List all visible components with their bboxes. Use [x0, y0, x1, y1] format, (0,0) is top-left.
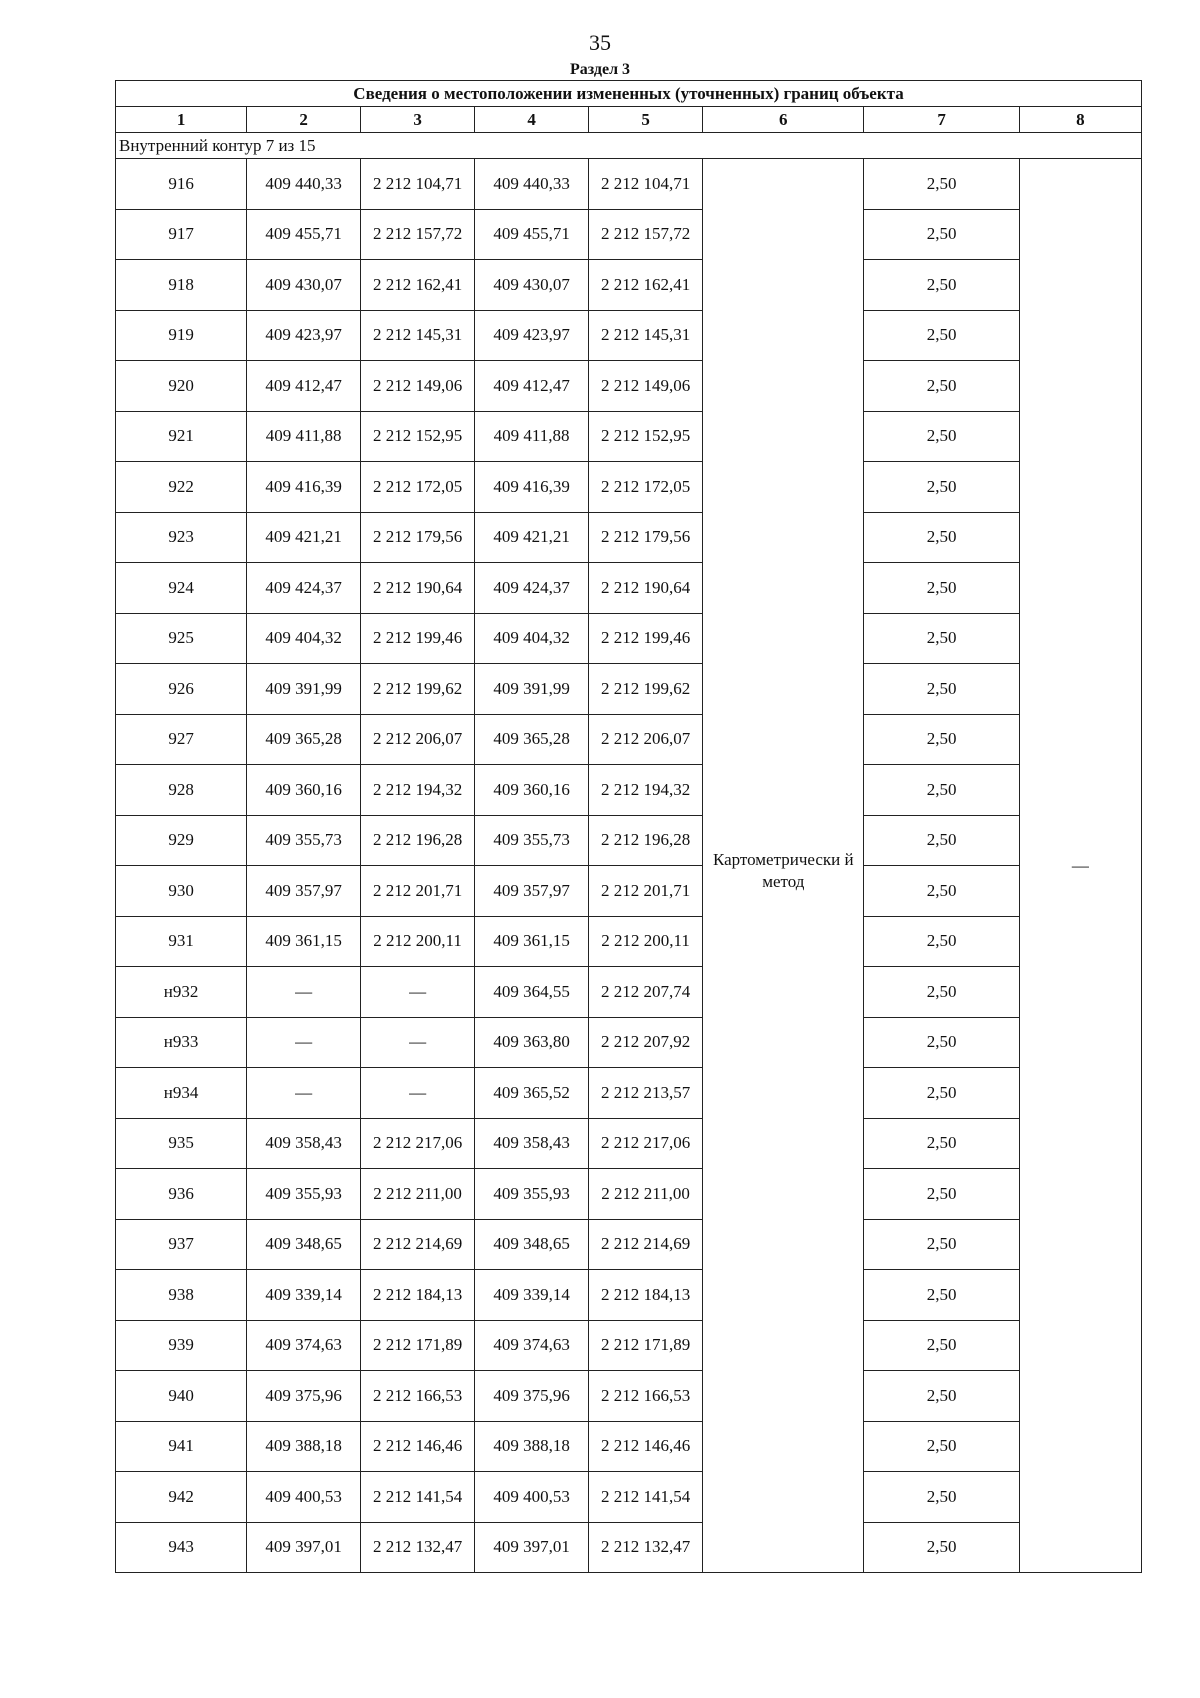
x-existing-cell: 409 391,99 — [247, 664, 361, 715]
point-number-cell: 923 — [116, 512, 247, 563]
y-existing-cell: 2 212 152,95 — [361, 411, 475, 462]
method-cell: Картометрически й метод — [703, 159, 864, 1573]
y-updated-cell: 2 212 194,32 — [589, 765, 703, 816]
column-number-4: 4 — [475, 107, 589, 133]
point-number-cell: 942 — [116, 1472, 247, 1523]
x-existing-cell: 409 361,15 — [247, 916, 361, 967]
point-number-cell: н934 — [116, 1068, 247, 1119]
x-updated-cell: 409 363,80 — [475, 1017, 589, 1068]
y-existing-cell: 2 212 157,72 — [361, 209, 475, 260]
x-updated-cell: 409 358,43 — [475, 1118, 589, 1169]
y-existing-cell: 2 212 149,06 — [361, 361, 475, 412]
y-updated-cell: 2 212 162,41 — [589, 260, 703, 311]
y-existing-cell: 2 212 199,62 — [361, 664, 475, 715]
y-updated-cell: 2 212 152,95 — [589, 411, 703, 462]
y-existing-cell: — — [361, 1017, 475, 1068]
y-existing-cell: 2 212 196,28 — [361, 815, 475, 866]
x-updated-cell: 409 397,01 — [475, 1522, 589, 1573]
x-updated-cell: 409 375,96 — [475, 1371, 589, 1422]
x-existing-cell: 409 397,01 — [247, 1522, 361, 1573]
x-updated-cell: 409 412,47 — [475, 361, 589, 412]
point-number-cell: 943 — [116, 1522, 247, 1573]
x-updated-cell: 409 440,33 — [475, 159, 589, 210]
x-existing-cell: 409 430,07 — [247, 260, 361, 311]
y-existing-cell: 2 212 172,05 — [361, 462, 475, 513]
x-existing-cell: 409 423,97 — [247, 310, 361, 361]
column-number-3: 3 — [361, 107, 475, 133]
y-updated-cell: 2 212 214,69 — [589, 1219, 703, 1270]
table-row — [116, 411, 1142, 462]
x-updated-cell: 409 360,16 — [475, 765, 589, 816]
x-updated-cell: 409 388,18 — [475, 1421, 589, 1472]
table-row — [116, 815, 1142, 866]
y-existing-cell: — — [361, 967, 475, 1018]
table-row — [116, 967, 1142, 1018]
accuracy-cell: 2,50 — [864, 563, 1019, 614]
point-number-cell: 936 — [116, 1169, 247, 1220]
boundary-table — [115, 80, 1142, 1573]
point-number-cell: 931 — [116, 916, 247, 967]
table-row — [116, 462, 1142, 513]
table-row — [116, 1068, 1142, 1119]
x-existing-cell: 409 404,32 — [247, 613, 361, 664]
y-existing-cell: 2 212 214,69 — [361, 1219, 475, 1270]
point-number-cell: 929 — [116, 815, 247, 866]
x-updated-cell: 409 339,14 — [475, 1270, 589, 1321]
accuracy-cell: 2,50 — [864, 1371, 1019, 1422]
x-existing-cell: 409 355,93 — [247, 1169, 361, 1220]
y-existing-cell: 2 212 132,47 — [361, 1522, 475, 1573]
accuracy-cell: 2,50 — [864, 1017, 1019, 1068]
x-existing-cell: 409 375,96 — [247, 1371, 361, 1422]
point-number-cell: 926 — [116, 664, 247, 715]
point-number-cell: 937 — [116, 1219, 247, 1270]
accuracy-cell: 2,50 — [864, 664, 1019, 715]
table-row — [116, 1270, 1142, 1321]
accuracy-cell: 2,50 — [864, 815, 1019, 866]
point-number-cell: 922 — [116, 462, 247, 513]
x-updated-cell: 409 424,37 — [475, 563, 589, 614]
accuracy-cell: 2,50 — [864, 462, 1019, 513]
y-updated-cell: 2 212 104,71 — [589, 159, 703, 210]
accuracy-cell: 2,50 — [864, 765, 1019, 816]
x-updated-cell: 409 365,28 — [475, 714, 589, 765]
point-number-cell: 940 — [116, 1371, 247, 1422]
x-updated-cell: 409 423,97 — [475, 310, 589, 361]
y-existing-cell: 2 212 190,64 — [361, 563, 475, 614]
y-updated-cell: 2 212 199,46 — [589, 613, 703, 664]
y-updated-cell: 2 212 146,46 — [589, 1421, 703, 1472]
accuracy-cell: 2,50 — [864, 1118, 1019, 1169]
point-number-cell: н933 — [116, 1017, 247, 1068]
y-updated-cell: 2 212 217,06 — [589, 1118, 703, 1169]
x-updated-cell: 409 355,93 — [475, 1169, 589, 1220]
x-existing-cell: 409 348,65 — [247, 1219, 361, 1270]
point-number-cell: 928 — [116, 765, 247, 816]
x-updated-cell: 409 421,21 — [475, 512, 589, 563]
section-heading: Раздел 3 — [569, 61, 631, 78]
y-existing-cell: 2 212 141,54 — [361, 1472, 475, 1523]
x-existing-cell: 409 339,14 — [247, 1270, 361, 1321]
accuracy-cell: 2,50 — [864, 1320, 1019, 1371]
table-row — [116, 866, 1142, 917]
table-row — [116, 209, 1142, 260]
y-updated-cell: 2 212 211,00 — [589, 1169, 703, 1220]
accuracy-cell: 2,50 — [864, 209, 1019, 260]
y-existing-cell: 2 212 200,11 — [361, 916, 475, 967]
accuracy-cell: 2,50 — [864, 714, 1019, 765]
y-existing-cell: 2 212 145,31 — [361, 310, 475, 361]
table-row — [116, 1522, 1142, 1573]
table-row — [116, 1472, 1142, 1523]
x-existing-cell: 409 357,97 — [247, 866, 361, 917]
x-updated-cell: 409 361,15 — [475, 916, 589, 967]
accuracy-cell: 2,50 — [864, 1270, 1019, 1321]
x-updated-cell: 409 357,97 — [475, 866, 589, 917]
y-updated-cell: 2 212 166,53 — [589, 1371, 703, 1422]
table-row — [116, 765, 1142, 816]
point-number-cell: 930 — [116, 866, 247, 917]
table-row — [116, 1118, 1142, 1169]
y-existing-cell: 2 212 162,41 — [361, 260, 475, 311]
x-updated-cell: 409 391,99 — [475, 664, 589, 715]
y-existing-cell: 2 212 104,71 — [361, 159, 475, 210]
column-number-6: 6 — [703, 107, 864, 133]
y-existing-cell: — — [361, 1068, 475, 1119]
accuracy-cell: 2,50 — [864, 1522, 1019, 1573]
y-updated-cell: 2 212 207,74 — [589, 967, 703, 1018]
table-row — [116, 563, 1142, 614]
column-number-7: 7 — [864, 107, 1019, 133]
x-updated-cell: 409 400,53 — [475, 1472, 589, 1523]
column-number-5: 5 — [589, 107, 703, 133]
y-updated-cell: 2 212 171,89 — [589, 1320, 703, 1371]
y-existing-cell: 2 212 201,71 — [361, 866, 475, 917]
y-existing-cell: 2 212 146,46 — [361, 1421, 475, 1472]
y-existing-cell: 2 212 217,06 — [361, 1118, 475, 1169]
accuracy-cell: 2,50 — [864, 613, 1019, 664]
accuracy-cell: 2,50 — [864, 159, 1019, 210]
accuracy-cell: 2,50 — [864, 1421, 1019, 1472]
accuracy-cell: 2,50 — [864, 916, 1019, 967]
column8-cell: — — [1019, 159, 1141, 1573]
y-existing-cell: 2 212 166,53 — [361, 1371, 475, 1422]
accuracy-cell: 2,50 — [864, 260, 1019, 311]
x-existing-cell: 409 365,28 — [247, 714, 361, 765]
point-number-cell: 938 — [116, 1270, 247, 1321]
table-row — [116, 361, 1142, 412]
y-existing-cell: 2 212 199,46 — [361, 613, 475, 664]
table-row — [116, 1421, 1142, 1472]
y-existing-cell: 2 212 206,07 — [361, 714, 475, 765]
table-row — [116, 310, 1142, 361]
x-updated-cell: 409 430,07 — [475, 260, 589, 311]
x-updated-cell: 409 411,88 — [475, 411, 589, 462]
table-row — [116, 1219, 1142, 1270]
y-updated-cell: 2 212 157,72 — [589, 209, 703, 260]
table-row — [116, 1017, 1142, 1068]
x-existing-cell: 409 411,88 — [247, 411, 361, 462]
x-updated-cell: 409 374,63 — [475, 1320, 589, 1371]
table-row — [116, 260, 1142, 311]
point-number-cell: 925 — [116, 613, 247, 664]
point-number-cell: 939 — [116, 1320, 247, 1371]
y-updated-cell: 2 212 207,92 — [589, 1017, 703, 1068]
accuracy-cell: 2,50 — [864, 967, 1019, 1018]
x-existing-cell: 409 424,37 — [247, 563, 361, 614]
y-updated-cell: 2 212 201,71 — [589, 866, 703, 917]
x-existing-cell: 409 455,71 — [247, 209, 361, 260]
y-updated-cell: 2 212 196,28 — [589, 815, 703, 866]
point-number-cell: 941 — [116, 1421, 247, 1472]
accuracy-cell: 2,50 — [864, 1472, 1019, 1523]
point-number-cell: 924 — [116, 563, 247, 614]
table-row — [116, 1320, 1142, 1371]
x-existing-cell: 409 388,18 — [247, 1421, 361, 1472]
x-existing-cell: 409 374,63 — [247, 1320, 361, 1371]
point-number-cell: 919 — [116, 310, 247, 361]
x-existing-cell: 409 360,16 — [247, 765, 361, 816]
accuracy-cell: 2,50 — [864, 512, 1019, 563]
y-updated-cell: 2 212 206,07 — [589, 714, 703, 765]
point-number-cell: 916 — [116, 159, 247, 210]
table-row — [116, 1371, 1142, 1422]
x-existing-cell: — — [247, 967, 361, 1018]
y-existing-cell: 2 212 171,89 — [361, 1320, 475, 1371]
point-number-cell: 921 — [116, 411, 247, 462]
y-updated-cell: 2 212 172,05 — [589, 462, 703, 513]
x-existing-cell: — — [247, 1068, 361, 1119]
y-updated-cell: 2 212 199,62 — [589, 664, 703, 715]
accuracy-cell: 2,50 — [864, 1068, 1019, 1119]
point-number-cell: 920 — [116, 361, 247, 412]
y-updated-cell: 2 212 145,31 — [589, 310, 703, 361]
x-existing-cell: 409 358,43 — [247, 1118, 361, 1169]
x-existing-cell: 409 421,21 — [247, 512, 361, 563]
x-updated-cell: 409 364,55 — [475, 967, 589, 1018]
x-existing-cell: 409 416,39 — [247, 462, 361, 513]
y-updated-cell: 2 212 213,57 — [589, 1068, 703, 1119]
column-number-1: 1 — [116, 107, 247, 133]
y-updated-cell: 2 212 141,54 — [589, 1472, 703, 1523]
x-existing-cell: 409 355,73 — [247, 815, 361, 866]
table-row — [116, 1169, 1142, 1220]
x-updated-cell: 409 455,71 — [475, 209, 589, 260]
y-updated-cell: 2 212 149,06 — [589, 361, 703, 412]
y-existing-cell: 2 212 194,32 — [361, 765, 475, 816]
y-updated-cell: 2 212 200,11 — [589, 916, 703, 967]
table-title: Сведения о местоположении измененных (уточненных) границ объекта — [116, 81, 1142, 107]
column-number-8: 8 — [1019, 107, 1141, 133]
x-updated-cell: 409 416,39 — [475, 462, 589, 513]
table-row — [116, 664, 1142, 715]
x-updated-cell: 409 404,32 — [475, 613, 589, 664]
x-existing-cell: 409 412,47 — [247, 361, 361, 412]
contour-label: Внутренний контур 7 из 15 — [116, 133, 1142, 159]
y-existing-cell: 2 212 179,56 — [361, 512, 475, 563]
y-updated-cell: 2 212 184,13 — [589, 1270, 703, 1321]
x-existing-cell: 409 400,53 — [247, 1472, 361, 1523]
table-row — [116, 159, 1142, 210]
y-existing-cell: 2 212 184,13 — [361, 1270, 475, 1321]
page-number: 35 — [589, 30, 611, 55]
y-updated-cell: 2 212 132,47 — [589, 1522, 703, 1573]
accuracy-cell: 2,50 — [864, 1219, 1019, 1270]
x-existing-cell: 409 440,33 — [247, 159, 361, 210]
table-row — [116, 613, 1142, 664]
table-row — [116, 916, 1142, 967]
table-row — [116, 512, 1142, 563]
point-number-cell: 917 — [116, 209, 247, 260]
column-number-row — [116, 107, 1142, 133]
accuracy-cell: 2,50 — [864, 310, 1019, 361]
accuracy-cell: 2,50 — [864, 1169, 1019, 1220]
x-updated-cell: 409 365,52 — [475, 1068, 589, 1119]
x-updated-cell: 409 348,65 — [475, 1219, 589, 1270]
column-number-2: 2 — [247, 107, 361, 133]
y-existing-cell: 2 212 211,00 — [361, 1169, 475, 1220]
point-number-cell: н932 — [116, 967, 247, 1018]
point-number-cell: 935 — [116, 1118, 247, 1169]
accuracy-cell: 2,50 — [864, 866, 1019, 917]
x-updated-cell: 409 355,73 — [475, 815, 589, 866]
point-number-cell: 918 — [116, 260, 247, 311]
y-updated-cell: 2 212 179,56 — [589, 512, 703, 563]
x-existing-cell: — — [247, 1017, 361, 1068]
y-updated-cell: 2 212 190,64 — [589, 563, 703, 614]
accuracy-cell: 2,50 — [864, 361, 1019, 412]
accuracy-cell: 2,50 — [864, 411, 1019, 462]
point-number-cell: 927 — [116, 714, 247, 765]
table-row — [116, 714, 1142, 765]
